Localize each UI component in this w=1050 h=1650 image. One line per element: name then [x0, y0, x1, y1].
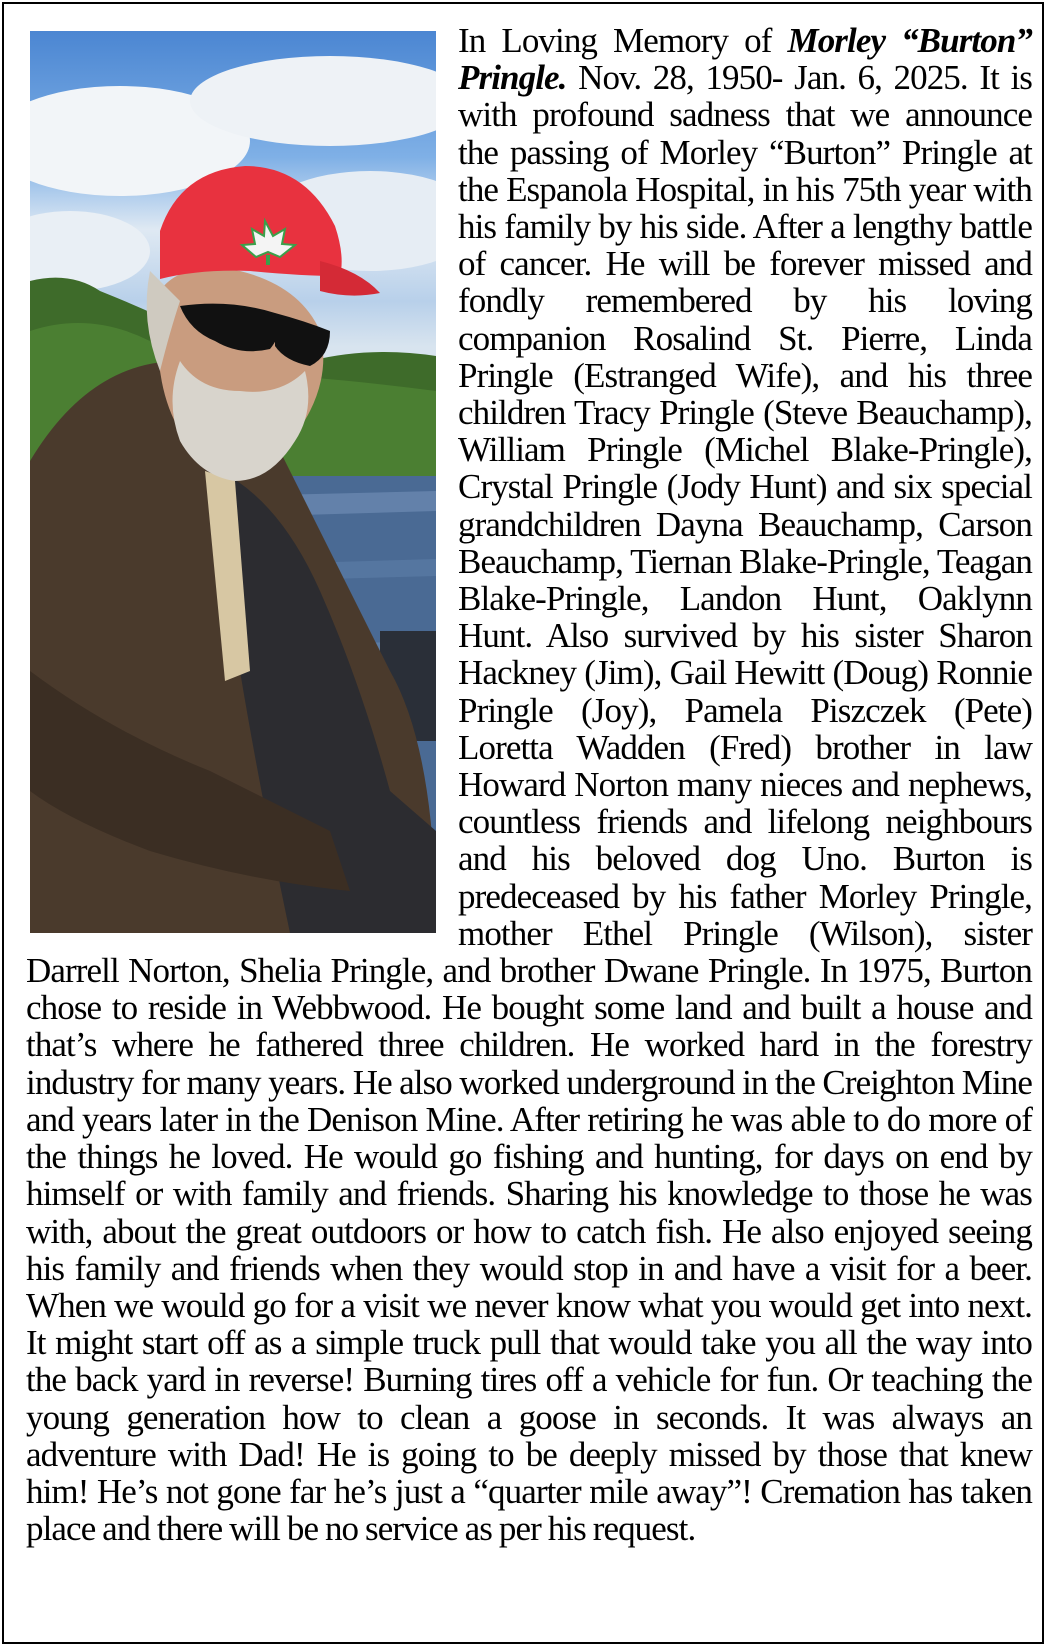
- portrait-photo: [30, 31, 436, 933]
- deceased-name: Morley “Burton” Pringle.: [458, 21, 1033, 98]
- intro-text: In Loving Memory of: [458, 21, 788, 60]
- obituary-text: [26, 22, 1032, 1547]
- life-dates: Nov. 28, 1950- Jan. 6, 2025.: [566, 58, 968, 98]
- obituary-notice: [2, 2, 1044, 1644]
- obituary-body: It is with profound sadness that we announce the passing of Morley “Burton” Pringle at the Espanola Hospital, in his 75th year with his family by his side. After a lengthy battle of cancer. He will be forever missed and fondly remembered by his loving companion Rosalind St. Pierre, Linda Pringle (Estranged Wife), and his three children Tracy Pringle (Steve Beauchamp), William Pringle (Michel Blake-Pringle), Crystal Pringle (Jody Hunt) and six special grandchildren Dayna Beauchamp, Carson Beauchamp, Tiernan Blake-Pringle, Teagan Blake-Pringle, Landon Hunt, Oaklynn Hunt. Also survived by his sister Sharon Hackney (Jim), Gail Hewitt (Doug) Ronnie Pringle (Joy), Pamela Piszczek (Pete) Loretta Wadden (Fred) brother in law Howard Norton many nieces and nephews, countless friends and lifelong neighbours and his beloved dog Uno. Burton is predeceased by his father Morley Pringle, mother Ethel Pringle (Wilson), sister Darrell Norton, Shelia Pringle, and brother Dwane Pringle. In 1975, Burton chose to reside in Webbwood. He bought some land and built a house and that’s where he fathered three children. He worked hard in the forestry industry for many years. He also worked underground in the Creighton Mine and years later in the Denison Mine. After retiring he was able to do more of the things he loved. He would go fishing and hunting, for days on end by himself or with family and friends. Sharing his knowledge to those he was with, about the great outdoors or how to catch fish. He also enjoyed seeing his family and friends when they would stop in and have a visit for a beer. When we would go for a visit we never know what you would get into next. It might start off as a simple truck pull that would take you all the way into the back yard in reverse! Burning tires off a vehicle for fun. Or teaching the young generation how to clean a goose in seconds. It was always an adventure with Dad! He is going to be deeply missed by those that knew him! He’s not gone far he’s just a “quarter mile away”! Cremation has taken place and there will be no service as per his request.: [26, 58, 1032, 1549]
- portrait-photo-icon: [30, 31, 436, 933]
